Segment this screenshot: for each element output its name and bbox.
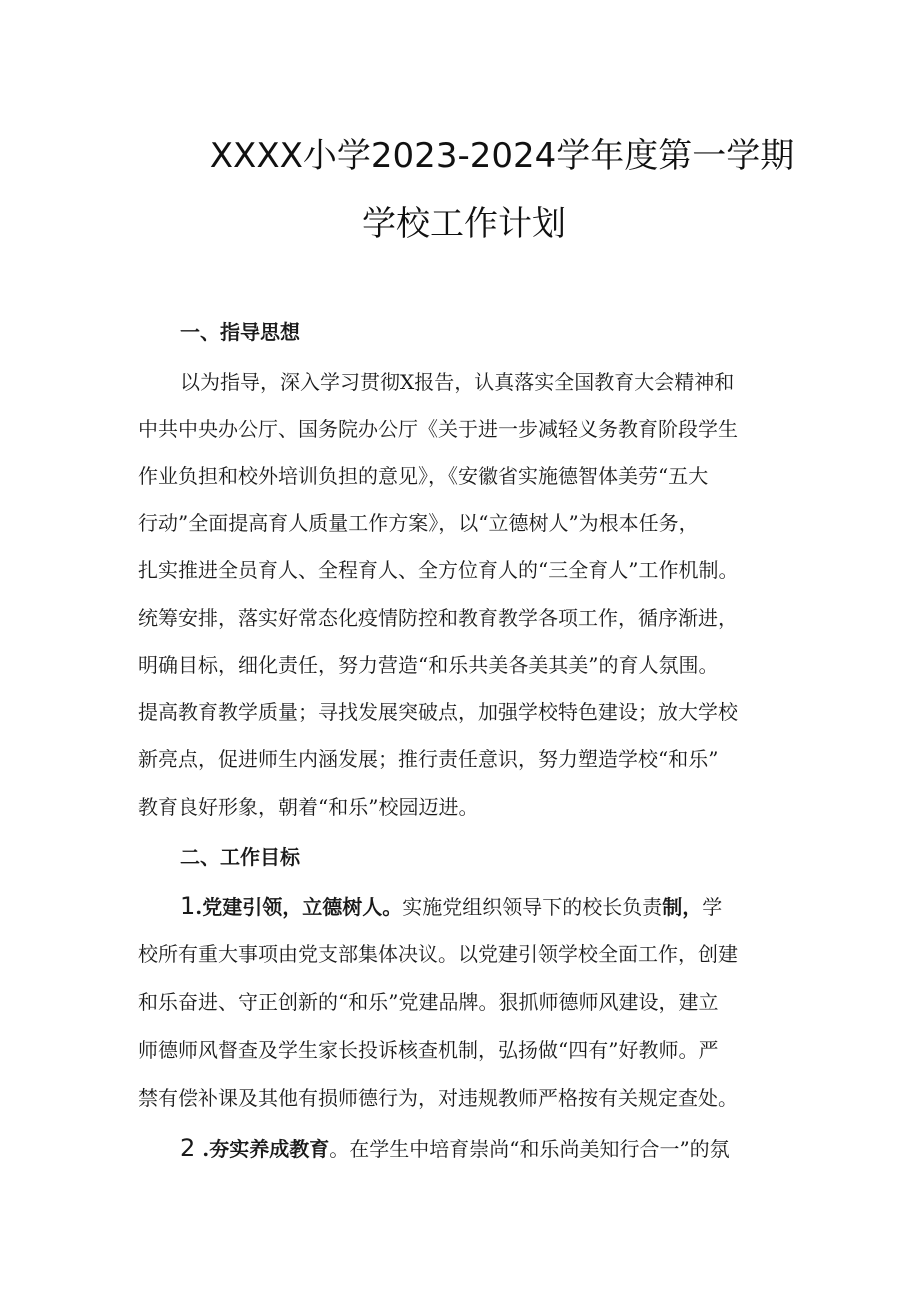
paragraph-line: 教育良好形象，朝着“和乐”校园迈进。	[138, 795, 479, 819]
goal-text: 。在学生中培育崇尚“和乐尚美知行合一”的氛	[329, 1137, 730, 1161]
goal-text-bold: 制，	[662, 895, 703, 919]
paragraph-line: 校所有重大事项由党支部集体决议。以党建引领学校全面工作，创建	[138, 942, 738, 966]
paragraph-line: 提高教育教学质量；寻找发展突破点，加强学校特色建设；放大学校	[138, 700, 738, 724]
goal-text: 实施党组织领导下的校长负责	[402, 895, 663, 919]
paragraph-line: 禁有偿补课及其他有损师德行为，对违规教师严格按有关规定查处。	[138, 1086, 738, 1110]
paragraph-line: 作业负担和校外培训负担的意见》，《安徽省实施德智体美劳“五大	[138, 464, 709, 488]
goal-title: .党建引领，立德树人。	[195, 895, 403, 919]
paragraph-line: 中共中央办公厅、国务院办公厅《关于进一步减轻义务教育阶段学生	[138, 417, 738, 441]
document-title-line-1: XXXX小学2023-2024学年度第一学期	[209, 136, 795, 176]
goal-item-1-first-line	[180, 892, 722, 921]
paragraph-line: 扎实推进全员育人、全程育人、全方位育人的“三全育人”工作机制。	[138, 558, 739, 582]
paragraph-line: 统筹安排，落实好常态化疫情防控和教育教学各项工作，循序渐进，	[138, 606, 738, 630]
paragraph-line: 师德师风督查及学生家长投诉核查机制，弘扬做“四有”好教师。严	[138, 1038, 719, 1062]
paragraph-line: 明确目标，细化责任，努力营造“和乐共美各美其美”的育人氛围。	[138, 653, 719, 677]
paragraph-line: 以为指导，深入学习贯彻X报告，认真落实全国教育大会精神和	[180, 370, 735, 394]
paragraph-line: 行动”全面提高育人质量工作方案》，以“立德树人”为根本任务，	[138, 511, 699, 535]
document-title-line-2: 学校工作计划	[362, 204, 566, 244]
goal-number: 1	[180, 892, 196, 920]
goal-text: 学	[702, 895, 723, 919]
goal-title: .夯实养成教育	[195, 1137, 330, 1161]
paragraph-line: 和乐奋进、守正创新的“和乐”党建品牌。狠抓师德师风建设，建立	[138, 990, 719, 1014]
section-heading-work-goals: 二、工作目标	[180, 845, 300, 869]
section-heading-guiding-ideology: 一、指导思想	[180, 320, 300, 344]
goal-number: 2	[180, 1134, 196, 1162]
paragraph-line: 新亮点，促进师生内涵发展；推行责任意识，努力塑造学校“和乐”	[138, 747, 719, 771]
goal-item-2-first-line	[180, 1134, 730, 1163]
